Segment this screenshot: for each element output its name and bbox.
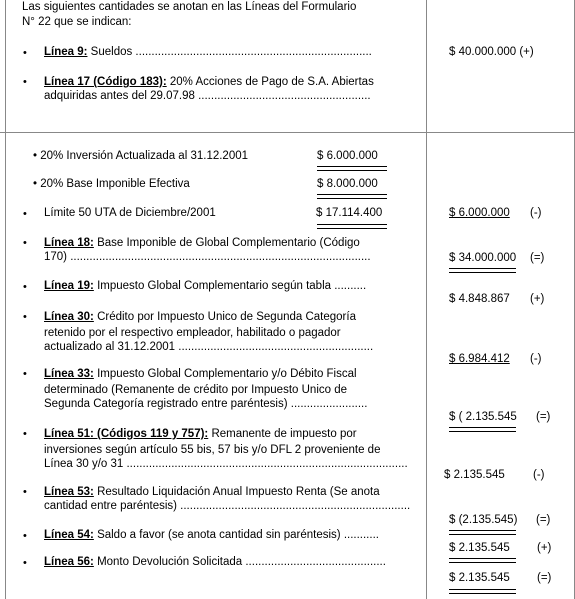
double-underline (449, 558, 516, 563)
double-underline (449, 530, 516, 535)
calc-limite-amount: $ 17.114.400 (316, 207, 383, 219)
linea-53-text-a: Resultado Liquidación Anual Impuesto Renta (Se anota (97, 486, 380, 498)
linea-9-amount: $ 40.000.000 (+) (449, 46, 534, 58)
double-underline (317, 166, 387, 171)
linea-56-item (44, 556, 386, 568)
bullet: • (23, 428, 27, 440)
linea-18-item (44, 235, 406, 251)
linea-56-text: Monto Devolución Solicitada ............................................ (97, 556, 386, 568)
calc-limite-result: $ 6.000.000 (449, 207, 510, 219)
double-underline (449, 589, 516, 594)
linea-51-text-b: inversiones según artículo 55 bis, 57 bis y/o DFL 2 proveniente de (44, 444, 381, 456)
linea-19-amount: $ 4.848.867 (449, 293, 510, 305)
linea-18-label: Línea 18: (44, 237, 94, 249)
linea-33-text-a: Impuesto Global Complementario y/o Débito Fiscal (97, 368, 357, 380)
calc-inversion-text: • 20% Inversión Actualizada al 31.12.2001 (33, 150, 249, 162)
linea-19-sign: (+) (530, 293, 545, 305)
bullet: • (23, 76, 27, 88)
linea-9-label: Línea 9: (44, 46, 88, 58)
bullet: • (23, 237, 27, 249)
linea-18-amount: $ 34.000.000 (449, 252, 517, 264)
linea-19-text: Impuesto Global Complementario según tabla .......... (97, 280, 367, 292)
linea-51-text-a: Remanente de impuesto por (211, 428, 357, 440)
linea-56-label: Línea 56: (44, 556, 94, 568)
linea-54-text: Saldo a favor (se anota cantidad sin paréntesis) ........... (97, 529, 379, 541)
linea-17-label: Línea 17 (Código 183): (44, 76, 167, 88)
bullet: • (23, 486, 27, 498)
linea-33-item (44, 366, 406, 382)
linea-53-label: Línea 53: (44, 486, 94, 498)
double-underline (317, 194, 387, 199)
linea-18-text-a: Base Imponible de Global Complementario (Código (97, 237, 360, 249)
linea-51-sign: (-) (533, 469, 545, 481)
linea-17-text-b: adquiridas antes del 29.07.98 ...................................................... (44, 90, 371, 102)
linea-9-text: Sueldos .......................................................................... (90, 46, 372, 58)
bullet: • (23, 281, 27, 293)
calc-limite-sign: (-) (530, 207, 542, 219)
intro-line-1: Las siguientes cantidades se anotan en las Líneas del Formulario (22, 1, 357, 13)
bullet: • (23, 208, 27, 220)
linea-54-item (44, 529, 379, 541)
linea-33-text-c: Segunda Categoría registrado entre paréntesis) ........................ (44, 398, 368, 410)
linea-18-sign: (=) (530, 252, 545, 264)
bullet: • (23, 311, 27, 323)
linea-33-label: Línea 33: (44, 368, 94, 380)
linea-53-amount: $ (2.135.545) (449, 514, 518, 526)
calc-base-text: • 20% Base Imponible Efectiva (33, 178, 190, 190)
table-column-divider (426, 0, 427, 599)
bullet: • (23, 557, 27, 569)
linea-56-amount: $ 2.135.545 (449, 572, 510, 584)
linea-53-sign: (=) (536, 514, 551, 526)
calc-inversion-amount: $ 6.000.000 (317, 150, 378, 162)
linea-54-label: Línea 54: (44, 529, 94, 541)
linea-53-text-b: cantidad entre paréntesis) ........................................................................ (44, 500, 411, 512)
linea-18-text-b: 170) .............................................................................................. (44, 251, 371, 263)
intro-line-2: N° 22 que se indican: (22, 16, 132, 28)
table-border-left (5, 0, 6, 599)
linea-30-text-b: retenido por el respectivo empleador, habilitado o pagador (44, 327, 341, 339)
linea-30-label: Línea 30: (44, 311, 94, 323)
linea-9-item (44, 46, 372, 58)
double-underline (317, 224, 387, 229)
bullet: • (23, 530, 27, 542)
linea-51-amount: $ 2.135.545 (444, 469, 505, 481)
linea-33-sign: (=) (536, 411, 551, 423)
linea-54-sign: (+) (537, 542, 552, 554)
linea-17-item (44, 74, 406, 90)
linea-17-text-a: 20% Acciones de Pago de S.A. Abiertas (169, 76, 374, 88)
linea-51-item (44, 426, 406, 442)
linea-30-text-a: Crédito por Impuesto Unico de Segunda Categoría (97, 311, 356, 323)
linea-30-text-c: actualizado al 31.12.2001 ............................................................. (44, 341, 374, 353)
linea-19-item (44, 280, 366, 292)
linea-33-text-b: determinado (Remanente de crédito por Impuesto Unico de (44, 384, 348, 396)
bullet: • (23, 368, 27, 380)
calc-limite-text: Límite 50 UTA de Diciembre/2001 (44, 207, 216, 219)
calc-base-amount: $ 8.000.000 (317, 178, 378, 190)
linea-53-item (44, 484, 406, 500)
linea-54-amount: $ 2.135.545 (449, 542, 510, 554)
table-row-divider (0, 132, 575, 133)
linea-30-amount: $ 6.984.412 (449, 353, 510, 365)
linea-30-item (44, 309, 406, 325)
double-underline (449, 268, 516, 273)
linea-51-label: Línea 51: (Códigos 119 y 757): (44, 428, 209, 440)
linea-19-label: Línea 19: (44, 280, 94, 292)
linea-51-text-c: Línea 30 y/o 31 ........................................................................................ (44, 458, 408, 470)
double-underline (449, 427, 516, 432)
linea-30-sign: (-) (530, 353, 542, 365)
linea-33-amount: $ ( 2.135.545 (449, 411, 517, 423)
bullet: • (23, 47, 27, 59)
linea-56-sign: (=) (537, 572, 552, 584)
